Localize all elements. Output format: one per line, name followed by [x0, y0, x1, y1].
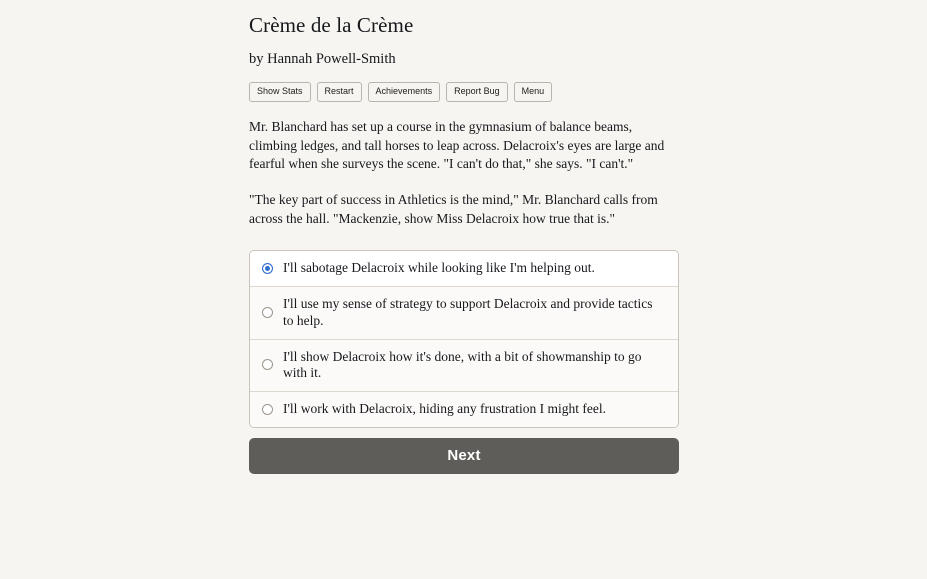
radio-icon[interactable] — [262, 359, 273, 370]
radio-icon[interactable] — [262, 307, 273, 318]
story-paragraph: Mr. Blanchard has set up a course in the gymnasium of balance beams, climbing ledges, and tall horses to leap across. Delacroix's eyes are large and fearful when she surveys the scene. "I can't do that," she says. "I can't." — [249, 119, 665, 172]
choice-option[interactable] — [250, 392, 678, 427]
story-content — [249, 0, 679, 474]
menu-button[interactable]: Menu — [514, 82, 553, 102]
show-stats-button[interactable]: Show Stats — [249, 82, 311, 102]
story-paragraph: "The key part of success in Athletics is the mind," Mr. Blanchard calls from across the hall. "Mackenzie, show Miss Delacroix how true that is." — [249, 191, 658, 226]
report-bug-button[interactable]: Report Bug — [446, 82, 508, 102]
page-title: Crème de la Crème — [249, 13, 414, 37]
choice-option[interactable] — [250, 251, 678, 287]
achievements-button[interactable]: Achievements — [368, 82, 441, 102]
choice-option[interactable] — [250, 287, 678, 339]
choice-label: I'll sabotage Delacroix while looking like I'm helping out. — [283, 260, 595, 276]
author-byline: by Hannah Powell-Smith — [249, 51, 396, 67]
choice-option[interactable] — [250, 340, 678, 392]
restart-button[interactable]: Restart — [317, 82, 362, 102]
toolbar — [249, 82, 679, 102]
radio-icon[interactable] — [262, 263, 273, 274]
choice-label: I'll work with Delacroix, hiding any frustration I might feel. — [283, 401, 606, 417]
choice-label: I'll use my sense of strategy to support Delacroix and provide tactics to help. — [283, 296, 653, 328]
next-button[interactable]: Next — [249, 438, 679, 474]
radio-icon[interactable] — [262, 404, 273, 415]
choice-list — [249, 250, 679, 428]
choice-label: I'll show Delacroix how it's done, with a bit of showmanship to go with it. — [283, 348, 642, 380]
